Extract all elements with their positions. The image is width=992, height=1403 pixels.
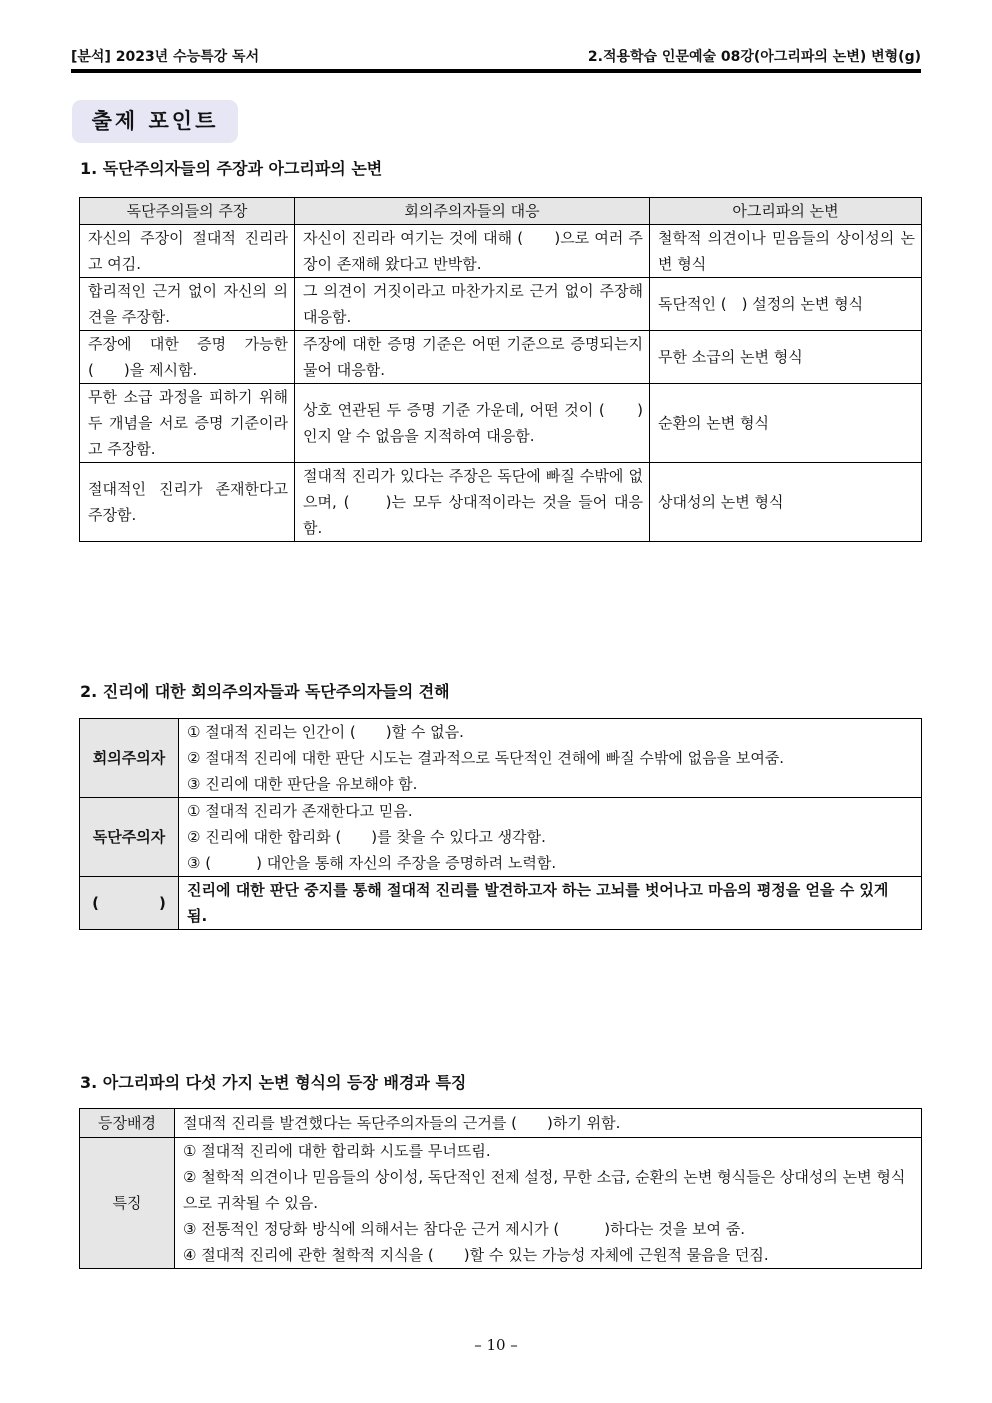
- list-item: ③ 전통적인 정당화 방식에 의해서는 참다운 근거 제시가 ( )하다는 것을 보여 줌.: [183, 1220, 746, 1238]
- column-header: 회의주의자들의 대응: [295, 198, 650, 225]
- row-label: 독단주의자: [80, 798, 179, 877]
- header-right: 2.적용학습 인문예술 08강(아그리파의 논변) 변형(g): [587, 49, 921, 65]
- table-cell: 절대적 진리가 있다는 주장은 독단에 빠질 수밖에 없으며, ( )는 모두 상대적이라는 것을 들어 대응함.: [295, 463, 650, 542]
- section1-table: [79, 197, 922, 542]
- section2-table: [79, 718, 922, 930]
- table-row: [80, 1138, 922, 1269]
- header-rule: [71, 69, 921, 73]
- table-cell: 주장에 대한 증명 기준은 어떤 기준으로 증명되는지 물어 대응함.: [295, 331, 650, 384]
- header-left: [분석] 2023년 수능특강 독서: [71, 49, 260, 65]
- table-row: [80, 384, 922, 463]
- section3-table: [79, 1108, 922, 1269]
- table-cell: 절대적인 진리가 존재한다고 주장함.: [80, 463, 295, 542]
- table-row: [80, 798, 922, 877]
- page-header: [71, 44, 921, 66]
- list-item: ② 절대적 진리에 대한 판단 시도는 결과적으로 독단적인 견해에 빠질 수밖에 없음을 보여줌.: [187, 749, 785, 767]
- table-row: [80, 1109, 922, 1138]
- table-cell: 그 의견이 거짓이라고 마찬가지로 근거 없이 주장해 대응함.: [295, 278, 650, 331]
- list-item: ③ ( ) 대안을 통해 자신의 주장을 증명하려 노력함.: [187, 854, 557, 872]
- table-row: [80, 225, 922, 278]
- list-item: ① 절대적 진리에 대한 합리화 시도를 무너뜨림.: [183, 1142, 491, 1160]
- section3-title: 3. 아그리파의 다섯 가지 논변 형식의 등장 배경과 특징: [80, 1073, 467, 1092]
- table-cell: 자신이 진리라 여기는 것에 대해 ( )으로 여러 주장이 존재해 왔다고 반박함.: [295, 225, 650, 278]
- table-row: [80, 877, 922, 930]
- table-cell: [175, 1138, 922, 1269]
- table-cell: [179, 877, 922, 930]
- table-cell: 무한 소급의 논변 형식: [650, 331, 922, 384]
- list-item: 진리에 대한 판단 중지를 통해 절대적 진리를 발견하고자 하는 고뇌를 벗어나고 마음의 평정을 얻을 수 있게 됨.: [187, 881, 889, 925]
- table-row: [80, 719, 922, 798]
- table-cell: 절대적 진리를 발견했다는 독단주의자들의 근거를 ( )하기 위함.: [175, 1109, 922, 1138]
- table-cell: 무한 소급 과정을 피하기 위해 두 개념을 서로 증명 기준이라고 주장함.: [80, 384, 295, 463]
- list-item: ④ 절대적 진리에 관한 철학적 지식을 ( )할 수 있는 가능성 자체에 근원적 물음을 던짐.: [183, 1246, 769, 1264]
- row-label: 특징: [80, 1138, 175, 1269]
- table-cell: 상호 연관된 두 증명 기준 가운데, 어떤 것이 ( )인지 알 수 없음을 지적하여 대응함.: [295, 384, 650, 463]
- table-cell: 합리적인 근거 없이 자신의 의견을 주장함.: [80, 278, 295, 331]
- table-cell: 철학적 의견이나 믿음들의 상이성의 논변 형식: [650, 225, 922, 278]
- table-row: [80, 463, 922, 542]
- page-number: – 10 –: [474, 1336, 518, 1354]
- list-item: ③ 진리에 대한 판단을 유보해야 함.: [187, 775, 418, 793]
- table-cell: 주장에 대한 증명 가능한 ( )을 제시함.: [80, 331, 295, 384]
- table-cell: 순환의 논변 형식: [650, 384, 922, 463]
- list-item: ① 절대적 진리는 인간이 ( )할 수 없음.: [187, 723, 464, 741]
- table-row: [80, 278, 922, 331]
- row-label: ( ): [80, 877, 179, 930]
- table-row: [80, 331, 922, 384]
- column-header: 독단주의들의 주장: [80, 198, 295, 225]
- section2-title: 2. 진리에 대한 회의주의자들과 독단주의자들의 견해: [80, 682, 450, 701]
- list-item: ② 철학적 의견이나 믿음들의 상이성, 독단적인 전제 설정, 무한 소급, 순환의 논변 형식들은 상대성의 논변 형식으로 귀착될 수 있음.: [183, 1168, 906, 1212]
- row-label: 등장배경: [80, 1109, 175, 1138]
- section1-title: 1. 독단주의자들의 주장과 아그리파의 논변: [80, 159, 383, 178]
- table-cell: [179, 798, 922, 877]
- table-cell: [179, 719, 922, 798]
- list-item: ① 절대적 진리가 존재한다고 믿음.: [187, 802, 413, 820]
- column-header: 아그리파의 논변: [650, 198, 922, 225]
- point-title: 출제 포인트: [72, 100, 238, 143]
- table-cell: 독단적인 ( ) 설정의 논변 형식: [650, 278, 922, 331]
- row-label: 회의주의자: [80, 719, 179, 798]
- list-item: ② 진리에 대한 합리화 ( )를 찾을 수 있다고 생각함.: [187, 828, 546, 846]
- table-header-row: [80, 198, 922, 225]
- table-cell: 상대성의 논변 형식: [650, 463, 922, 542]
- table-cell: 자신의 주장이 절대적 진리라고 여김.: [80, 225, 295, 278]
